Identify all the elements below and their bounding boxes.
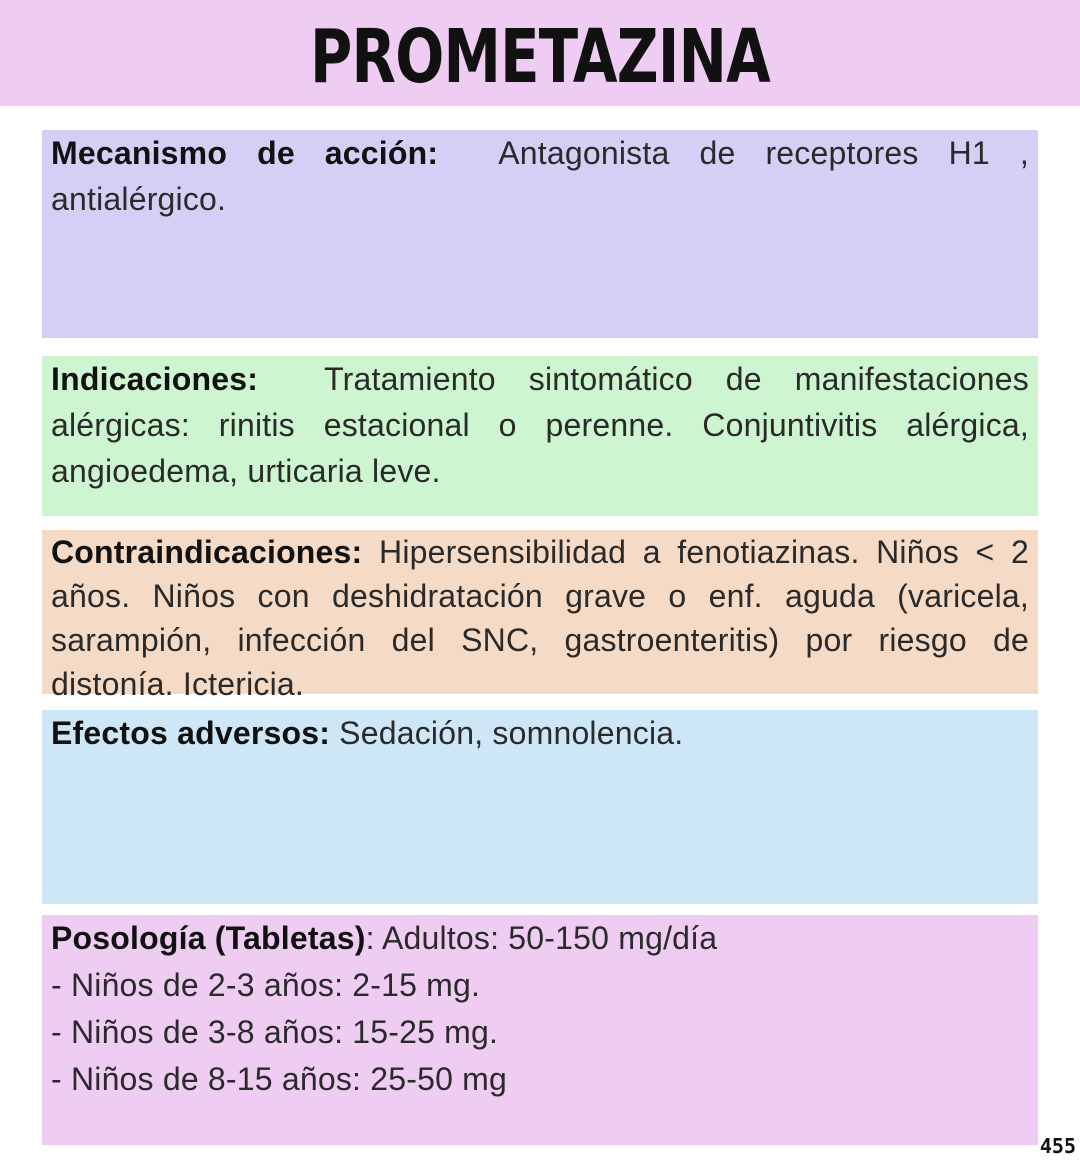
list-item: - Niños de 2-3 años: 2-15 mg.	[51, 967, 481, 1003]
section-indicaciones	[42, 356, 1038, 516]
section-contraindicaciones	[42, 530, 1038, 702]
indicaciones-text: Tratamiento sintomático de manifestaciones alérgicas: rinitis estacional o perenne. Conjuntivitis alérgica, angioedema, urticaria leve.	[51, 361, 1029, 489]
efectos-paragraph	[51, 710, 1029, 756]
contraindicaciones-paragraph	[51, 530, 1029, 706]
header-banner	[0, 0, 1080, 106]
mecanismo-paragraph	[51, 130, 1029, 222]
posologia-label: Posología (Tabletas)	[51, 920, 366, 956]
efectos-label: Efectos adversos:	[51, 715, 331, 751]
page-number: 455	[1039, 1134, 1076, 1158]
mecanismo-text: Antagonista de receptores H1 , antialérgico.	[51, 135, 1030, 217]
section-efectos-adversos	[42, 710, 1038, 904]
section-mecanismo	[42, 130, 1038, 338]
indicaciones-label: Indicaciones:	[51, 361, 259, 397]
contraindicaciones-label: Contraindicaciones:	[51, 534, 363, 570]
list-item: - Niños de 8-15 años: 25-50 mg	[51, 1061, 508, 1097]
posologia-text: : Adultos: 50-150 mg/día	[365, 920, 718, 956]
mecanismo-label: Mecanismo de acción:	[51, 135, 439, 171]
section-posologia	[42, 915, 1038, 1145]
posologia-heading	[51, 915, 1029, 962]
page-title: PROMETAZINA	[310, 14, 770, 100]
indicaciones-paragraph	[51, 356, 1029, 494]
contraindicaciones-text: Hipersensibilidad a fenotiazinas. Niños < 2 años. Niños con deshidratación grave o enf. aguda (varicela, sarampión, infección del SNC, gastroenteritis) por riesgo de distonía. Ictericia.	[51, 534, 1029, 702]
efectos-text: Sedación, somnolencia.	[339, 715, 684, 751]
list-item: - Niños de 3-8 años: 15-25 mg.	[51, 1014, 499, 1050]
